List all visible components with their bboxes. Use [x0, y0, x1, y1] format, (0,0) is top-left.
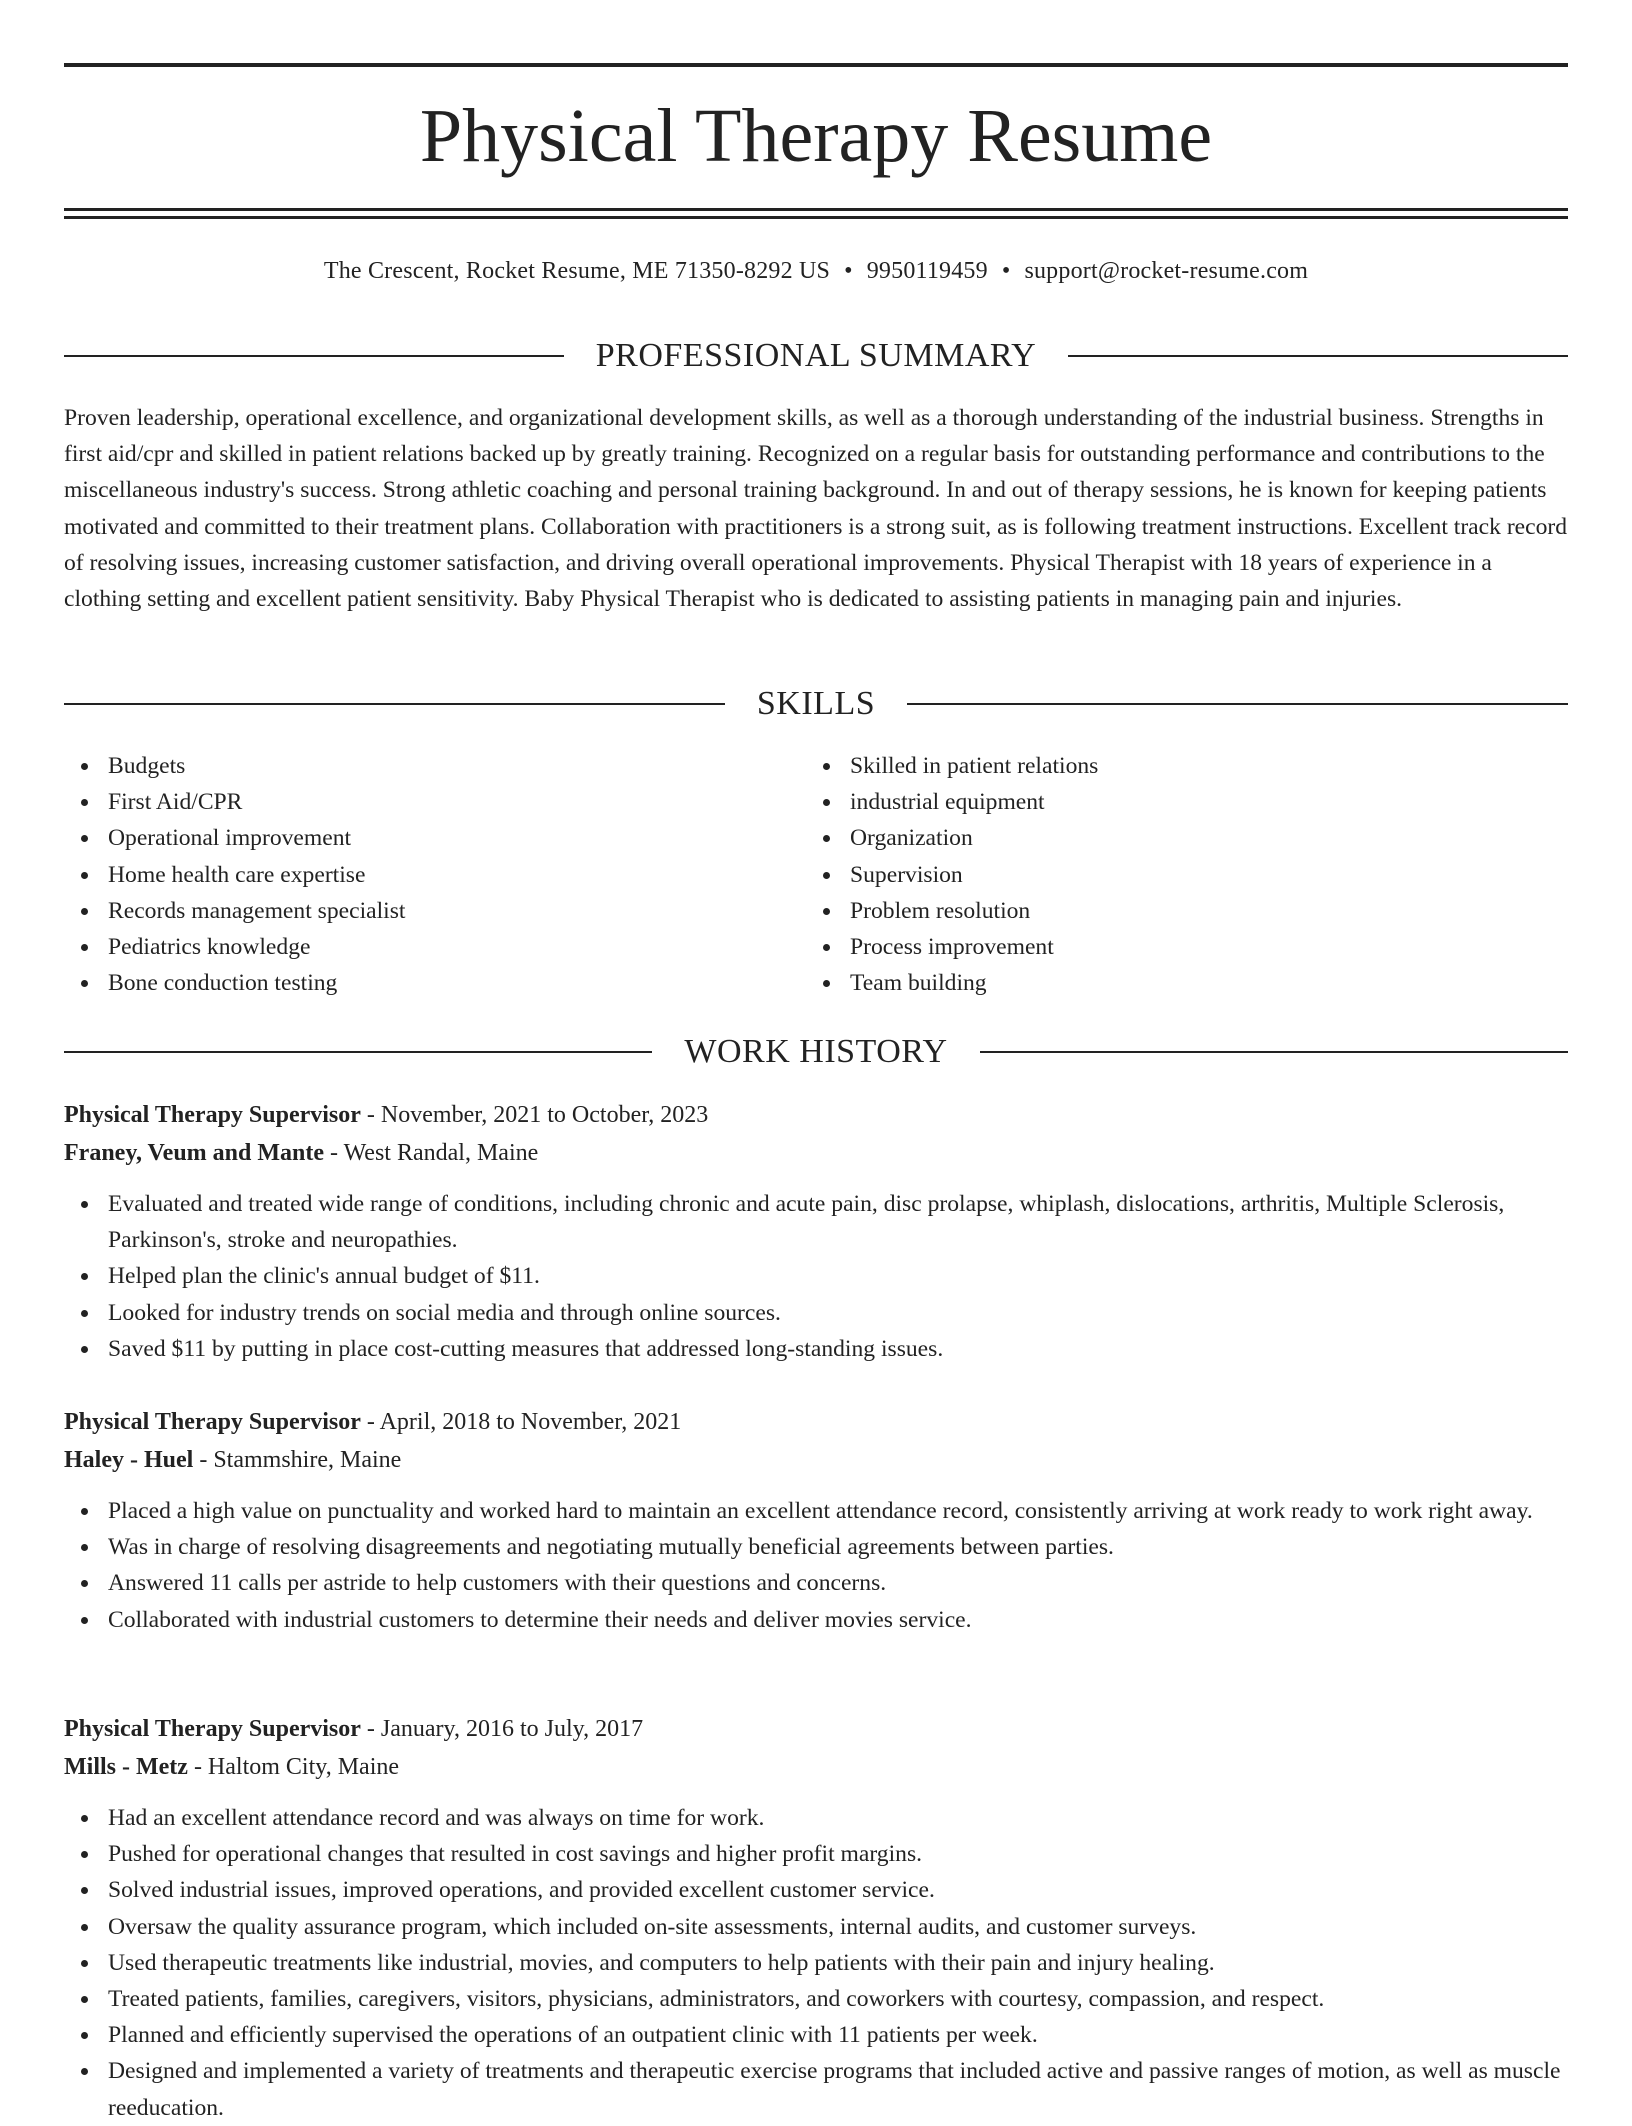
contact-email: support@rocket-resume.com	[1024, 258, 1309, 284]
job-duties	[64, 1800, 1568, 2126]
job-location: - Stammshire, Maine	[193, 1447, 402, 1473]
work-history-heading	[64, 1030, 1568, 1074]
job-company-line	[64, 1748, 1568, 1786]
job-entry	[64, 1096, 1568, 1367]
job-company-line	[64, 1441, 1568, 1479]
skill-item: Team building	[806, 965, 1548, 1001]
skills-column-left	[64, 748, 806, 1001]
section-title: WORK HISTORY	[684, 1033, 948, 1070]
duty-item: Was in charge of resolving disagreements and negotiating mutually beneficial agreements between parties.	[64, 1529, 1568, 1565]
job-title-line	[64, 1710, 1568, 1748]
divider-line	[64, 355, 564, 357]
duty-item: Used therapeutic treatments like industrial, movies, and computers to help patients with their pain and injury healing.	[64, 1945, 1568, 1981]
job-entry	[64, 1710, 1568, 2126]
job-location: - Haltom City, Maine	[187, 1754, 400, 1780]
job-title: Physical Therapy Supervisor	[64, 1409, 361, 1435]
title-rule-upper	[64, 208, 1568, 211]
skills-heading	[64, 682, 1568, 726]
skills-column-right	[806, 748, 1548, 1001]
job-location: - West Randal, Maine	[324, 1140, 539, 1166]
job-company: Franey, Veum and Mante	[64, 1140, 325, 1166]
job-company: Haley - Huel	[64, 1447, 194, 1473]
contact-phone: 9950119459	[866, 258, 988, 284]
contact-line	[64, 253, 1568, 289]
duty-item: Treated patients, families, caregivers, visitors, physicians, administrators, and coworkers with courtesy, compassion, and respect.	[64, 1981, 1568, 2017]
skill-item: First Aid/CPR	[64, 784, 806, 820]
duty-item: Evaluated and treated wide range of conditions, including chronic and acute pain, disc prolapse, whiplash, dislocations, arthritis, Multiple Sclerosis, Parkinson's, stroke and neuropathies.	[64, 1186, 1568, 1258]
job-title: Physical Therapy Supervisor	[64, 1716, 361, 1742]
contact-address: The Crescent, Rocket Resume, ME 71350-8292 US	[323, 258, 831, 284]
job-dates: - April, 2018 to November, 2021	[360, 1409, 682, 1435]
duty-item: Designed and implemented a variety of treatments and therapeutic exercise programs that included active and passive ranges of motion, as well as muscle reeducation.	[64, 2053, 1568, 2125]
top-rule	[64, 63, 1568, 67]
divider-line	[907, 703, 1568, 705]
divider-line	[64, 1051, 652, 1053]
duty-item: Placed a high value on punctuality and worked hard to maintain an excellent attendance record, consistently arriving at work ready to work right away.	[64, 1493, 1568, 1529]
divider-line	[64, 703, 725, 705]
job-dates: - November, 2021 to October, 2023	[360, 1102, 709, 1128]
job-company-line	[64, 1134, 1568, 1172]
job-dates: - January, 2016 to July, 2017	[360, 1716, 644, 1742]
divider-line	[1068, 355, 1568, 357]
duty-item: Helped plan the clinic's annual budget of $11.	[64, 1258, 1568, 1294]
duty-item: Planned and efficiently supervised the operations of an outpatient clinic with 11 patients per week.	[64, 2017, 1568, 2053]
job-title-line	[64, 1096, 1568, 1134]
resume-title: Physical Therapy Resume	[419, 94, 1213, 178]
skill-item: Bone conduction testing	[64, 965, 806, 1001]
duty-item: Collaborated with industrial customers to determine their needs and deliver movies service.	[64, 1602, 1568, 1638]
skill-item: Records management specialist	[64, 893, 806, 929]
skill-item: Skilled in patient relations	[806, 748, 1548, 784]
job-company: Mills - Metz	[64, 1754, 188, 1780]
duty-item: Answered 11 calls per astride to help customers with their questions and concerns.	[64, 1565, 1568, 1601]
job-duties	[64, 1493, 1568, 1638]
section-title: PROFESSIONAL SUMMARY	[595, 337, 1037, 374]
duty-item: Solved industrial issues, improved operations, and provided excellent customer service.	[64, 1872, 1568, 1908]
summary-text: Proven leadership, operational excellence, and organizational development skills, as well as a thorough understanding of the industrial business. Strengths in first aid/cpr and skilled in patient relations backed up by greatly training. Recognized on a regular basis for outstanding performance and contributions to the miscellaneous industry's success. Strong athletic coaching and personal training background. In and out of therapy sessions, he is known for keeping patients motivated and committed to their treatment plans. Collaboration with practitioners is a strong suit, as is following treatment instructions. Excellent track record of resolving issues, increasing customer satisfaction, and driving overall operational improvements. Physical Therapist with 18 years of experience in a clothing setting and excellent patient sensitivity. Baby Physical Therapist who is dedicated to assisting patients in managing pain and injuries.	[64, 405, 1568, 613]
skill-item: Home health care expertise	[64, 857, 806, 893]
divider-line	[980, 1051, 1568, 1053]
skill-item: Operational improvement	[64, 820, 806, 856]
skill-item: Organization	[806, 820, 1548, 856]
summary-heading	[64, 334, 1568, 378]
title-rule-lower	[64, 216, 1568, 219]
skill-item: Budgets	[64, 748, 806, 784]
skill-item: Supervision	[806, 857, 1548, 893]
job-duties	[64, 1186, 1568, 1367]
job-title-line	[64, 1403, 1568, 1441]
section-title: SKILLS	[756, 685, 876, 722]
skill-item: industrial equipment	[806, 784, 1548, 820]
skill-item: Pediatrics knowledge	[64, 929, 806, 965]
duty-item: Had an excellent attendance record and was always on time for work.	[64, 1800, 1568, 1836]
duty-item: Pushed for operational changes that resulted in cost savings and higher profit margins.	[64, 1836, 1568, 1872]
contact-separator: •	[844, 258, 853, 284]
duty-item: Saved $11 by putting in place cost-cutting measures that addressed long-standing issues.	[64, 1331, 1568, 1367]
duty-item: Oversaw the quality assurance program, which included on-site assessments, internal audits, and customer surveys.	[64, 1909, 1568, 1945]
skills-list	[64, 748, 1568, 1001]
job-title: Physical Therapy Supervisor	[64, 1102, 361, 1128]
job-entry	[64, 1403, 1568, 1638]
skill-item: Problem resolution	[806, 893, 1548, 929]
duty-item: Looked for industry trends on social media and through online sources.	[64, 1295, 1568, 1331]
skill-item: Process improvement	[806, 929, 1548, 965]
contact-separator: •	[1001, 258, 1011, 284]
